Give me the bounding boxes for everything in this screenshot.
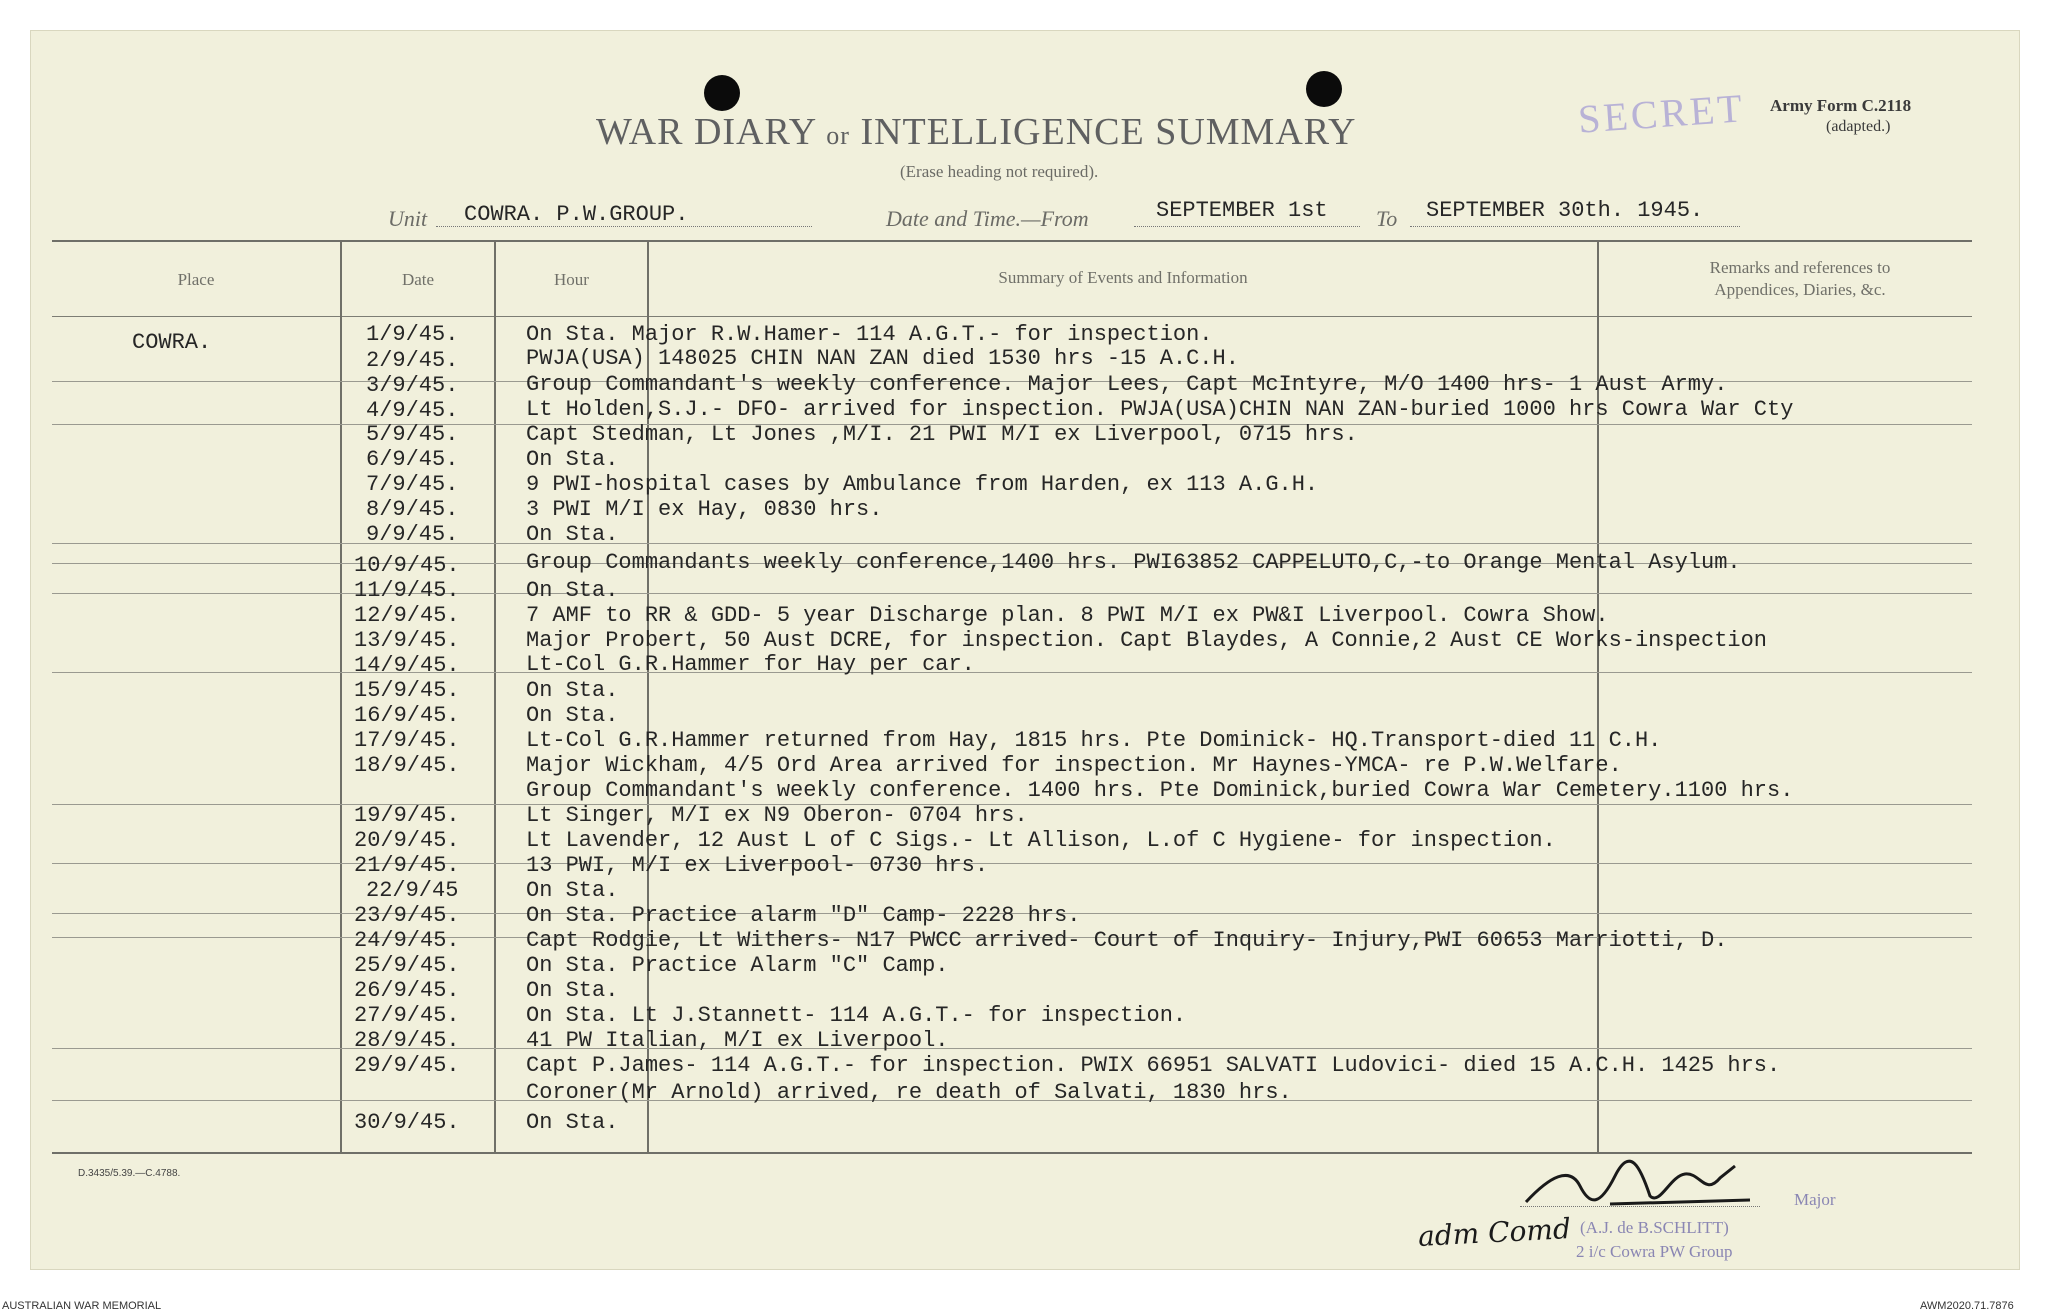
unit-value: COWRA. P.W.GROUP.	[464, 202, 689, 227]
date-cell: 24/9/45.	[354, 928, 460, 953]
date-cell: 16/9/45.	[354, 703, 460, 728]
entry-text: Group Commandants weekly conference,1400 hrs. PWI63852 CAPPELUTO,C,-to Orange Mental Asylum.	[526, 550, 1741, 575]
entry-text: Lt-Col G.R.Hammer returned from Hay, 1815 hrs. Pte Dominick- HQ.Transport-died 11 C.H.	[526, 728, 1662, 753]
title-intelligence-summary: INTELLIGENCE SUMMARY	[860, 111, 1357, 153]
row-rule	[52, 1048, 1972, 1049]
date-cell: 5/9/45.	[366, 422, 459, 447]
unit-label: Unit	[388, 206, 428, 231]
date-cell: 20/9/45.	[354, 828, 460, 853]
date-cell: 2/9/45.	[366, 348, 459, 373]
entry-text: Capt P.James- 114 A.G.T.- for inspection. PWIX 66951 SALVATI Ludovici- died 15 A.C.H. 1425 hrs.	[526, 1053, 1781, 1078]
entry-text: On Sta.	[526, 447, 619, 472]
title-or: or	[826, 121, 850, 150]
army-form-number: Army Form C.2118	[1770, 96, 1912, 115]
date-to: SEPTEMBER 30th. 1945.	[1426, 198, 1704, 223]
entry-text: Lt Holden,S.J.- DFO- arrived for inspection. PWJA(USA)CHIN NAN ZAN-buried 1000 hrs Cowra War Cty	[526, 397, 1794, 422]
date-cell: 26/9/45.	[354, 978, 460, 1003]
entry-text: Lt Singer, M/I ex N9 Oberon- 0704 hrs.	[526, 803, 1028, 828]
date-cell: 8/9/45.	[366, 497, 459, 522]
date-cell: 19/9/45.	[354, 803, 460, 828]
entry-text: 41 PW Italian, M/I ex Liverpool.	[526, 1028, 949, 1053]
footer-institution: AUSTRALIAN WAR MEMORIAL	[2, 1300, 162, 1312]
entry-text: Major Probert, 50 Aust DCRE, for inspection. Capt Blaydes, A Connie,2 Aust CE Works-inspection	[526, 628, 1768, 653]
entry-text: Major Wickham, 4/5 Ord Area arrived for inspection. Mr Haynes-YMCA- re P.W.Welfare.	[526, 753, 1622, 778]
date-cell: 7/9/45.	[366, 472, 459, 497]
date-from: SEPTEMBER 1st	[1156, 198, 1328, 223]
header-remarks-line2: Appendices, Diaries, &c.	[1714, 280, 1886, 299]
entry-text: Group Commandant's weekly conference. 1400 hrs. Pte Dominick,buried Cowra War Cemetery.1100 hrs.	[526, 778, 1794, 803]
entry-text: Capt Stedman, Lt Jones ,M/I. 21 PWI M/I ex Liverpool, 0715 hrs.	[526, 422, 1358, 447]
signatory-name: (A.J. de B.SCHLITT)	[1580, 1218, 1729, 1237]
footer-accession: AWM2020.71.7876	[1920, 1300, 2014, 1312]
date-cell: 17/9/45.	[354, 728, 460, 753]
signatory-rank: Major	[1794, 1190, 1836, 1209]
signature-handwritten: adm Comd	[1417, 1212, 1572, 1253]
entry-text: On Sta. Practice Alarm "C" Camp.	[526, 953, 949, 978]
header-summary: Summary of Events and Information	[998, 268, 1248, 287]
date-cell: 28/9/45.	[354, 1028, 460, 1053]
secret-stamp: SECRET	[1576, 85, 1747, 142]
date-cell: 11/9/45.	[354, 578, 460, 603]
signatory-appointment: 2 i/c Cowra PW Group	[1576, 1242, 1733, 1261]
date-cell: 30/9/45.	[354, 1110, 460, 1135]
date-cell: 22/9/45	[366, 878, 459, 903]
entry-text: PWJA(USA) 148025 CHIN NAN ZAN died 1530 hrs -15 A.C.H.	[526, 346, 1239, 371]
date-cell: 18/9/45.	[354, 753, 460, 778]
date-cell: 3/9/45.	[366, 373, 459, 398]
header-remarks-line1: Remarks and references to	[1709, 258, 1891, 277]
entry-text: On Sta.	[526, 678, 619, 703]
entry-text: On Sta.	[526, 978, 619, 1003]
entry-text: 9 PWI-hospital cases by Ambulance from Harden, ex 113 A.G.H.	[526, 472, 1319, 497]
header-place: Place	[177, 270, 215, 289]
form-print-code: D.3435/5.39.—C.4788.	[78, 1168, 181, 1179]
date-cell: 25/9/45.	[354, 953, 460, 978]
date-cell: 15/9/45.	[354, 678, 460, 703]
entry-text: On Sta.	[526, 522, 619, 547]
to-label: To	[1376, 206, 1398, 231]
header-hour: Hour	[554, 270, 589, 289]
place-value: COWRA.	[132, 330, 212, 355]
entry-text: On Sta.	[526, 703, 619, 728]
date-cell: 4/9/45.	[366, 398, 459, 423]
title-war-diary: WAR DIARY	[596, 111, 816, 153]
row-rule	[52, 672, 1972, 673]
date-cell: 21/9/45.	[354, 853, 460, 878]
date-cell: 27/9/45.	[354, 1003, 460, 1028]
unit-underline	[436, 226, 812, 227]
date-cell: 29/9/45.	[354, 1053, 460, 1078]
date-cell: 13/9/45.	[354, 628, 460, 653]
entry-text: On Sta. Lt J.Stannett- 114 A.G.T.- for inspection.	[526, 1003, 1187, 1028]
entry-text: Lt Lavender, 12 Aust L of C Sigs.- Lt Allison, L.of C Hygiene- for inspection.	[526, 828, 1556, 853]
row-rule	[52, 593, 1972, 594]
date-from-underline	[1134, 226, 1360, 227]
entry-text: 7 AMF to RR & GDD- 5 year Discharge plan. 8 PWI M/I ex PW&I Liverpool. Cowra Show.	[526, 603, 1609, 628]
date-label: Date and Time.—From	[886, 206, 1089, 231]
date-cell: 6/9/45.	[366, 447, 459, 472]
entry-text: On Sta. Major R.W.Hamer- 114 A.G.T.- for inspection.	[526, 322, 1213, 347]
entry-text: Lt-Col G.R.Hammer for Hay per car.	[526, 652, 975, 677]
signature-rule	[1520, 1206, 1760, 1207]
form-title	[596, 110, 1356, 154]
punch-hole-right	[1306, 71, 1342, 107]
punch-hole-left	[704, 75, 740, 111]
date-cell: 1/9/45.	[366, 322, 459, 347]
date-cell: 23/9/45.	[354, 903, 460, 928]
row-rule	[52, 863, 1972, 864]
entry-text: On Sta. Practice alarm "D" Camp- 2228 hrs.	[526, 903, 1081, 928]
entry-text: On Sta.	[526, 578, 619, 603]
entry-text: 3 PWI M/I ex Hay, 0830 hrs.	[526, 497, 883, 522]
entry-text: On Sta.	[526, 878, 619, 903]
army-form-adapted: (adapted.)	[1826, 118, 1891, 135]
date-cell: 9/9/45.	[366, 522, 459, 547]
entry-text: Capt Rodgie, Lt Withers- N17 PWCC arrived- Court of Inquiry- Injury,PWI 60653 Marriotti, D.	[526, 928, 1728, 953]
date-cell: 14/9/45.	[354, 653, 460, 678]
signature-scrawl	[1520, 1156, 1760, 1216]
col-divider-date-hour	[494, 242, 496, 1154]
entry-text: Group Commandant's weekly conference. Major Lees, Capt McIntyre, M/O 1400 hrs- 1 Aust Army.	[526, 372, 1728, 397]
entry-text: On Sta.	[526, 1110, 619, 1135]
entry-text: Coroner(Mr Arnold) arrived, re death of Salvati, 1830 hrs.	[526, 1080, 1292, 1105]
date-cell: 12/9/45.	[354, 603, 460, 628]
row-rule	[52, 543, 1972, 544]
date-to-underline	[1410, 226, 1740, 227]
form-subtitle: (Erase heading not required).	[900, 162, 1099, 181]
header-date: Date	[401, 270, 435, 289]
col-divider-place-date	[340, 242, 342, 1154]
date-cell: 10/9/45.	[354, 553, 460, 578]
entry-text: 13 PWI, M/I ex Liverpool- 0730 hrs.	[526, 853, 989, 878]
